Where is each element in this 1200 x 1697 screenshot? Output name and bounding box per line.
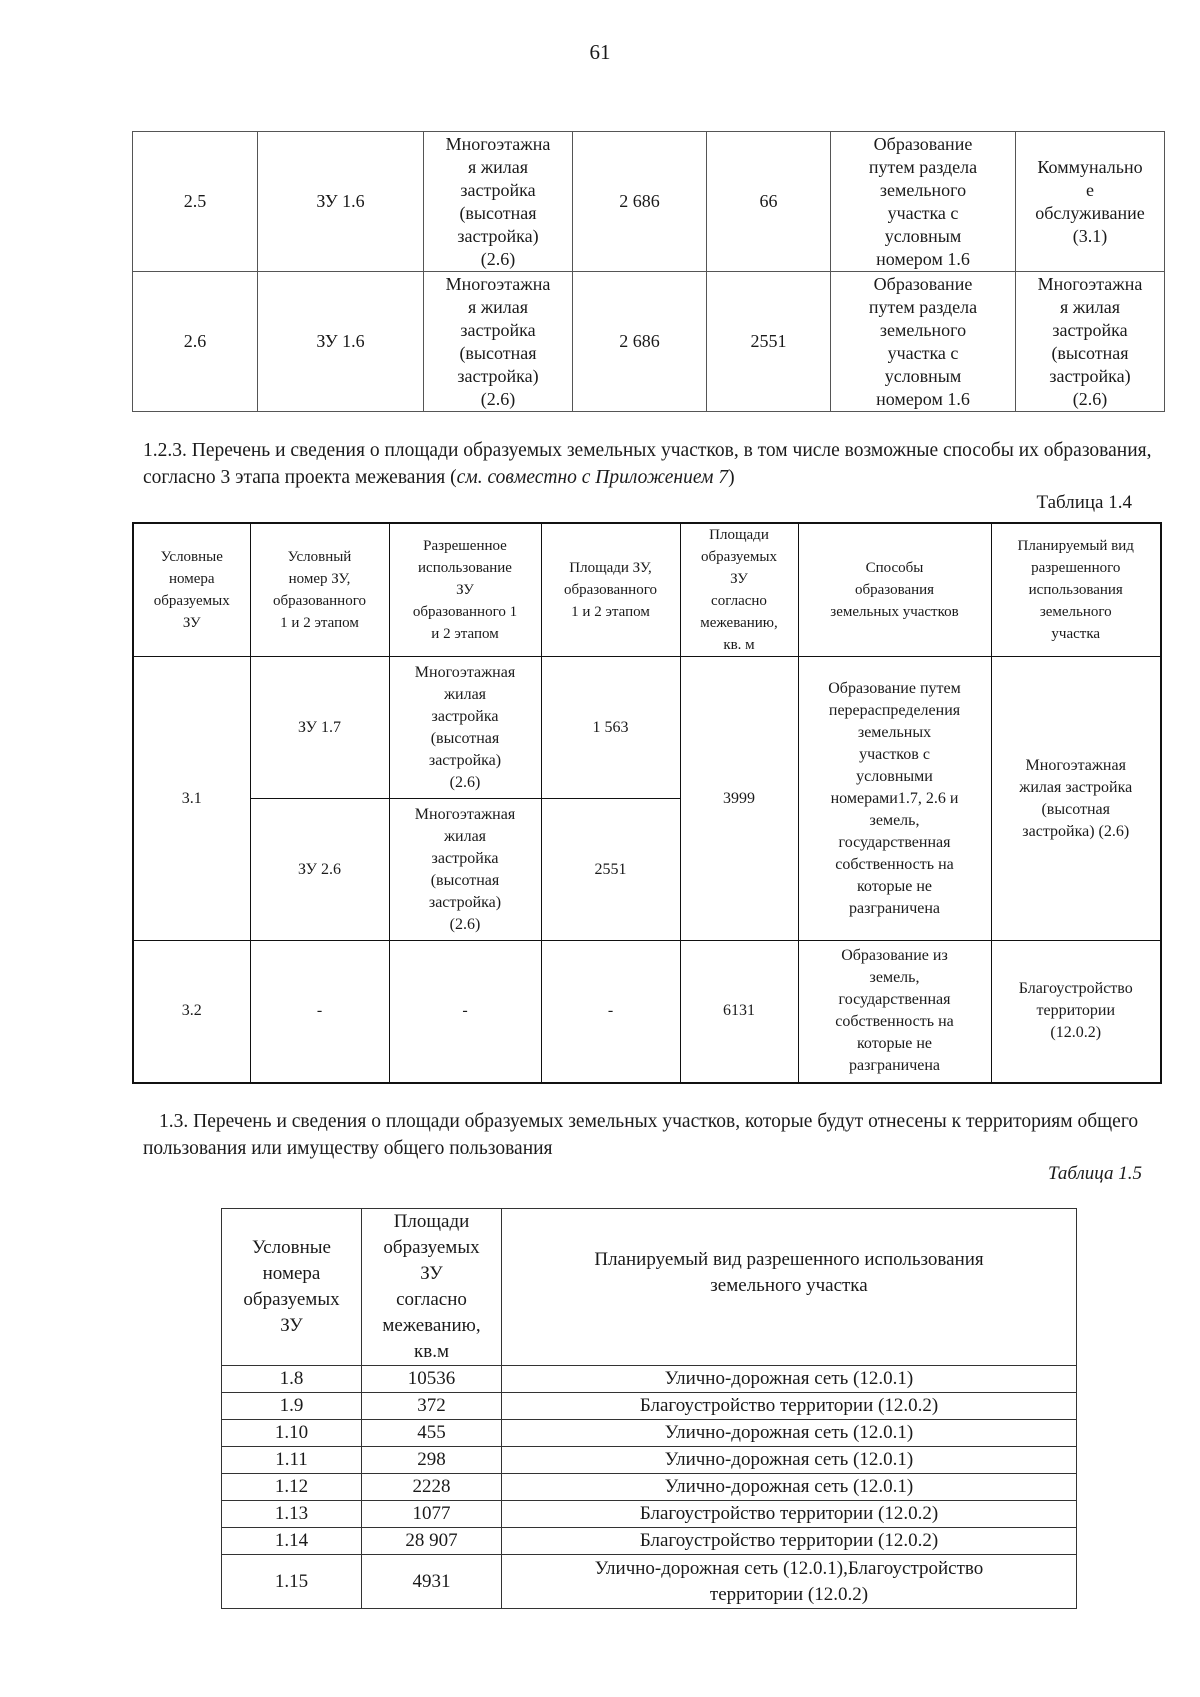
header-cell: Площади ЗУ, образованного 1 и 2 этапом	[541, 523, 680, 657]
table-1-5-caption: Таблица 1.5	[1048, 1163, 1142, 1184]
cell-zu: ЗУ 1.6	[258, 132, 424, 272]
cell-method: Образование из земель, государственная собственность на которые не разграничена	[798, 941, 991, 1083]
cell-planned: Благоустройство территории (12.0.2)	[502, 1528, 1077, 1555]
cell-method: Образование путем раздела земельного участка с условным номером 1.6	[831, 132, 1016, 272]
header-cell: Условные номера образуемых ЗУ	[133, 523, 250, 657]
cell-area: 2551	[541, 799, 680, 941]
cell-num: 1.8	[222, 1366, 362, 1393]
cell-num: 1.12	[222, 1474, 362, 1501]
table-continuation	[132, 131, 1165, 412]
table-row	[133, 657, 1161, 799]
cell-num: 1.11	[222, 1447, 362, 1474]
cell-num: 2.6	[133, 272, 258, 412]
cell-total: 3999	[680, 657, 798, 941]
cell-planned: Благоустройство территории (12.0.2)	[502, 1393, 1077, 1420]
cell-use: Многоэтажная жилая застройка (высотная застройка) (2.6)	[389, 657, 541, 799]
table-row	[222, 1420, 1077, 1447]
header-cell: Планируемый вид разрешенного использования земельного участка	[991, 523, 1161, 657]
section-123-text-italic: см. совместно с Приложением 7	[456, 467, 729, 488]
header-cell: Способы образования земельных участков	[798, 523, 991, 657]
cell-use: -	[389, 941, 541, 1083]
cell-area: -	[541, 941, 680, 1083]
cell-planned: Благоустройство территории (12.0.2)	[991, 941, 1161, 1083]
cell-area: 2228	[362, 1474, 502, 1501]
cell-area: 298	[362, 1447, 502, 1474]
cell-area: 372	[362, 1393, 502, 1420]
table-row	[222, 1447, 1077, 1474]
cell-planned: Улично-дорожная сеть (12.0.1)	[502, 1366, 1077, 1393]
cell-num: 1.13	[222, 1501, 362, 1528]
section-123-text-a: 1.2.3. Перечень и сведения о площади образуемых земельных участков, в том числе возможные способы их образования, согласно 3 этапа проекта межевания (	[143, 440, 1152, 488]
cell-area: 2 686	[573, 132, 707, 272]
cell-num: 2.5	[133, 132, 258, 272]
section-13-text: 1.3. Перечень и сведения о площади образуемых земельных участков, которые будут отнесены к территориям общего пользования или имуществу общего пользования	[143, 1111, 1139, 1159]
cell-planned: Улично-дорожная сеть (12.0.1)	[502, 1420, 1077, 1447]
cell-area: 455	[362, 1420, 502, 1447]
cell-num: 3.1	[133, 657, 250, 941]
cell-num: 1.9	[222, 1393, 362, 1420]
table-row	[222, 1366, 1077, 1393]
cell-area: 4931	[362, 1555, 502, 1609]
table-1-4	[132, 522, 1162, 1084]
table-row	[222, 1474, 1077, 1501]
cell-use: Многоэтажна я жилая застройка (высотная застройка) (2.6)	[424, 272, 573, 412]
cell-area: 1077	[362, 1501, 502, 1528]
cell-num: 1.10	[222, 1420, 362, 1447]
cell-zu: ЗУ 1.7	[250, 657, 389, 799]
cell-area: 28 907	[362, 1528, 502, 1555]
cell-zu: ЗУ 2.6	[250, 799, 389, 941]
table1-body	[133, 132, 1165, 412]
cell-planned: Благоустройство территории (12.0.2)	[502, 1501, 1077, 1528]
table-row	[222, 1555, 1077, 1609]
cell-zu: ЗУ 1.6	[258, 272, 424, 412]
cell-planned: Улично-дорожная сеть (12.0.1)	[502, 1474, 1077, 1501]
header-cell: Условный номер ЗУ, образованного 1 и 2 этапом	[250, 523, 389, 657]
header-cell: Условные номера образуемых ЗУ	[222, 1209, 362, 1366]
table-row	[222, 1393, 1077, 1420]
table-1-4-caption: Таблица 1.4	[1036, 492, 1132, 513]
section-123-text-b: )	[728, 467, 735, 488]
table-header-row	[133, 523, 1161, 657]
table-1-5	[221, 1208, 1077, 1609]
table-row	[222, 1501, 1077, 1528]
cell-num: 1.15	[222, 1555, 362, 1609]
cell-zu: -	[250, 941, 389, 1083]
table-row	[133, 941, 1161, 1083]
table-row	[222, 1528, 1077, 1555]
cell-use: Многоэтажна я жилая застройка (высотная застройка) (2.6)	[424, 132, 573, 272]
cell-use: Многоэтажная жилая застройка (высотная застройка) (2.6)	[389, 799, 541, 941]
header-cell: Разрешенное использование ЗУ образованного 1 и 2 этапом	[389, 523, 541, 657]
cell-area: 2 686	[573, 272, 707, 412]
cell-num: 1.14	[222, 1528, 362, 1555]
cell-total: 6131	[680, 941, 798, 1083]
header-cell: Площади образуемых ЗУ согласно межеванию, кв.м	[362, 1209, 502, 1366]
cell-method: Образование путем раздела земельного участка с условным номером 1.6	[831, 272, 1016, 412]
cell-planned: Многоэтажная жилая застройка (высотная застройка) (2.6)	[991, 657, 1161, 941]
cell-area: 1 563	[541, 657, 680, 799]
cell-num: 3.2	[133, 941, 250, 1083]
cell-planned: Улично-дорожная сеть (12.0.1),Благоустройство территории (12.0.2)	[502, 1555, 1077, 1609]
cell-planned: Многоэтажна я жилая застройка (высотная застройка) (2.6)	[1016, 272, 1165, 412]
table-row	[133, 272, 1165, 412]
cell-area: 10536	[362, 1366, 502, 1393]
page-number: 61	[589, 40, 611, 64]
table-header-row	[222, 1209, 1077, 1366]
header-cell: Площади образуемых ЗУ согласно межеванию, кв. м	[680, 523, 798, 657]
table-row	[133, 132, 1165, 272]
section-123-text	[143, 437, 1153, 491]
header-cell: Планируемый вид разрешенного использования земельного участка	[502, 1209, 1077, 1366]
cell-method: Образование путем перераспределения земельных участков с условными номерами1.7, 2.6 и земель, государственная собственность на которые не разграничена	[798, 657, 991, 941]
cell-area-new: 2551	[707, 272, 831, 412]
cell-planned: Коммунально е обслуживание (3.1)	[1016, 132, 1165, 272]
cell-area-new: 66	[707, 132, 831, 272]
cell-planned: Улично-дорожная сеть (12.0.1)	[502, 1447, 1077, 1474]
